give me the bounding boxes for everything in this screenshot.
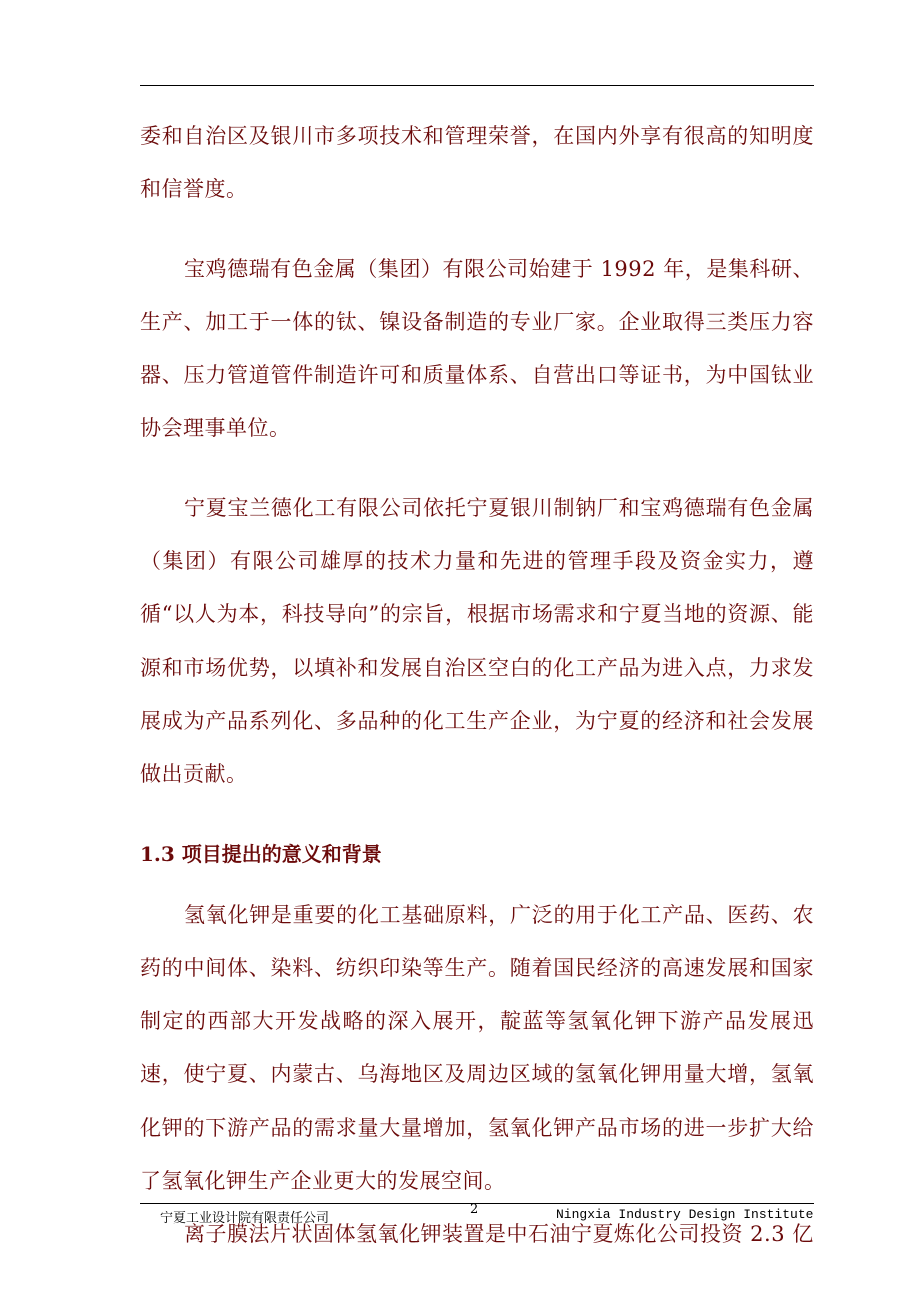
footer-company-en: Ningxia Industry Design Institute	[556, 1207, 814, 1222]
paragraph-5: 离子膜法片状固体氢氧化钾装置是中石油宁夏炼化公司投资 2.3 亿	[184, 1222, 814, 1247]
page-body	[140, 110, 814, 1262]
page-number: 2	[470, 1202, 479, 1217]
paragraph-1: 委和自治区及银川市多项技术和管理荣誉，在国内外享有很高的知明度和信誉度。	[140, 124, 814, 202]
header-rule	[140, 85, 814, 86]
footer-company: 宁夏工业设计院有限责任公司	[160, 1211, 330, 1226]
paragraph-2: 宝鸡德瑞有色金属（集团）有限公司始建于 1992 年，是集科研、生产、加工于一体的钛、镍设备制造的专业厂家。企业取得三类压力容器、压力管道管件制造许可和质量体系、自营出口等证书，为中国钛业协会理事单位。	[140, 256, 814, 441]
paragraph-3: 宁夏宝兰德化工有限公司依托宁夏银川制钠厂和宝鸡德瑞有色金属（集团）有限公司雄厚的技术力量和先进的管理手段及资金实力，遵循“以人为本，科技导向”的宗旨，根据市场需求和宁夏当地的资源、能源和市场优势，以填补和发展自治区空白的化工产品为进入点，力求发展成为产品系列化、多品种的化工生产企业，为宁夏的经济和社会发展做出贡献。	[140, 495, 814, 787]
section-heading: 1.3 项目提出的意义和背景	[140, 841, 382, 866]
paragraph-4: 氢氧化钾是重要的化工基础原料，广泛的用于化工产品、医药、农药的中间体、染料、纺织印染等生产。随着国民经济的高速发展和国家制定的西部大开发战略的深入展开，靛蓝等氢氧化钾下游产品发展迅速，使宁夏、内蒙古、乌海地区及周边区域的氢氧化钾用量大增，氢氧化钾的下游产品的需求量大量增加，氢氧化钾产品市场的进一步扩大给了氢氧化钾生产企业更大的发展空间。	[140, 902, 814, 1194]
